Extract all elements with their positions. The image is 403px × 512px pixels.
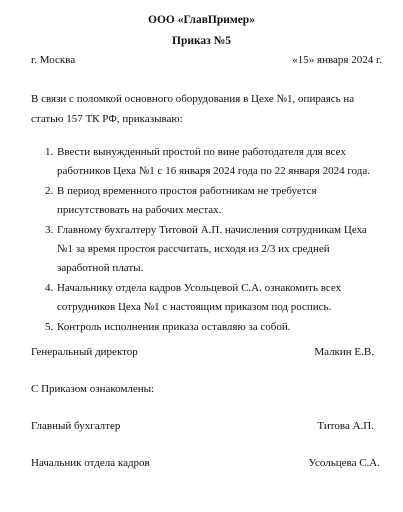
list-item [31, 182, 381, 220]
list-item [31, 279, 381, 317]
item-text: В период временного простоя работникам не требуется присутствовать на рабочих местах. [57, 185, 317, 216]
order-date: «15» января 2024 г. [292, 54, 382, 66]
item-number: 2. [45, 185, 54, 197]
director-role: Генеральный директор [31, 346, 138, 358]
list-item [31, 221, 381, 278]
item-number: 3. [45, 224, 54, 236]
item-number: 4. [45, 282, 54, 294]
acknowledged-heading: С Приказом ознакомлены: [31, 383, 155, 395]
list-item [31, 143, 381, 181]
list-item [31, 318, 381, 337]
item-text: Главному бухгалтеру Титовой А.П. начисления сотрудникам Цеха №1 за время простоя рассчитать, исходя из 2/3 их средней заработной платы. [57, 224, 367, 274]
item-text: Начальнику отдела кадров Усольцевой С.А. ознакомить всех сотрудников Цеха №1 с настоящим приказом под роспись. [57, 282, 342, 313]
order-items-list [31, 143, 381, 338]
item-number: 1. [45, 146, 54, 158]
item-text: Ввести вынужденный простой по вине работодателя для всех работников Цеха №1 с 16 января 2024 года по 22 января 2024 года. [57, 146, 371, 177]
accountant-role: Главный бухгалтер [31, 420, 121, 432]
intro-paragraph: В связи с поломкой основного оборудования в Цехе №1, опираясь на статью 157 ТК РФ, приказываю: [31, 93, 355, 125]
item-number: 5. [45, 321, 54, 333]
item-text: Контроль исполнения приказа оставляю за собой. [57, 321, 291, 333]
organization-name: ООО «ГлавПример» [148, 14, 255, 26]
hr-role: Начальник отдела кадров [31, 457, 150, 469]
director-name: Малкин Е.В. [314, 346, 374, 358]
city: г. Москва [31, 54, 76, 66]
accountant-name: Титова А.П. [317, 420, 374, 432]
order-title: Приказ №5 [172, 35, 231, 47]
hr-name: Усольцева С.А. [308, 457, 380, 469]
